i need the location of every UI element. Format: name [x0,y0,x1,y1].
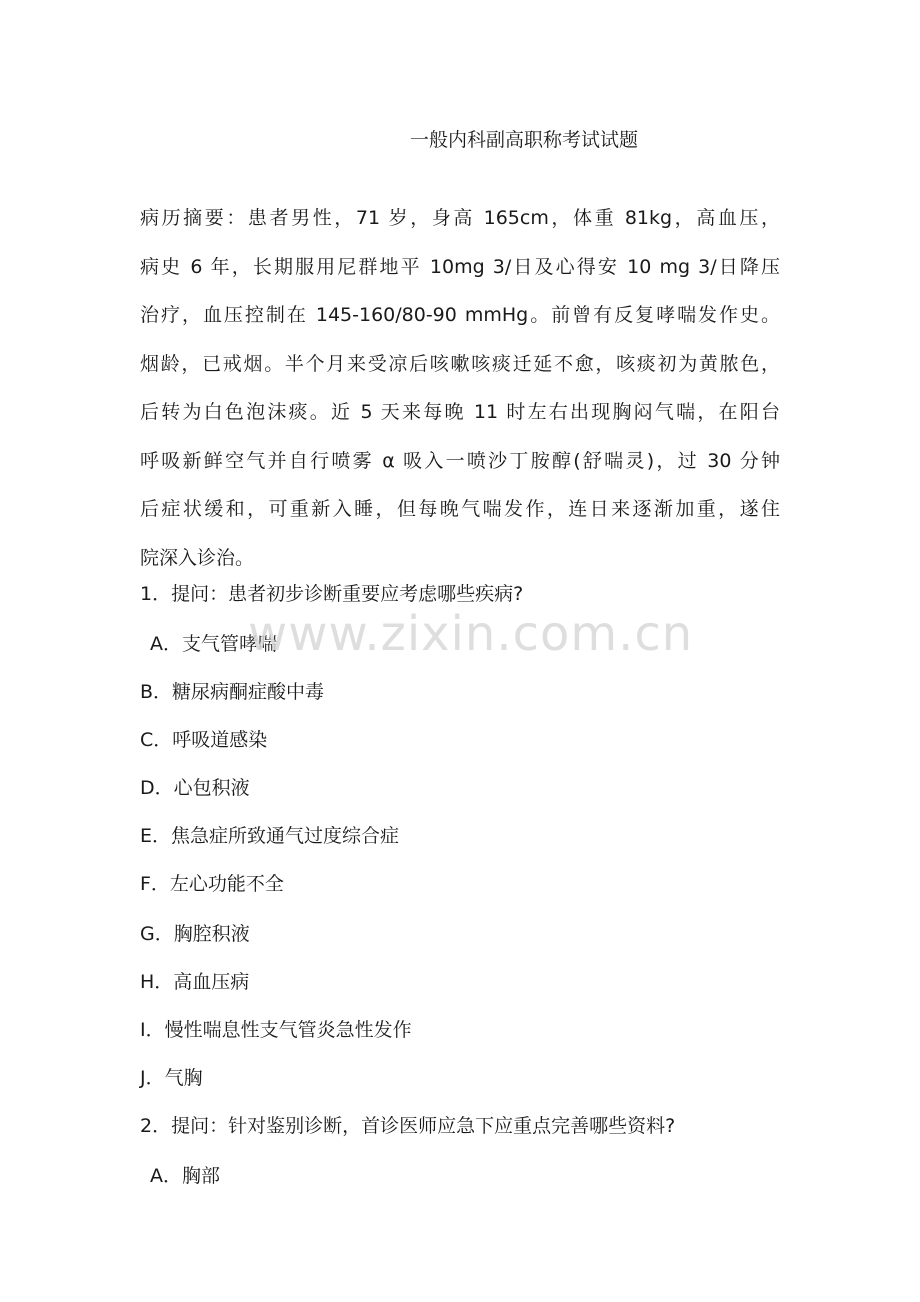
option-item: G．胸腔积液 [140,923,250,945]
case-line: 后症状缓和，可重新入睡，但每晚气喘发作，连日来逐渐加重，遂住 [140,498,780,520]
option-item: A．胸部 [150,1165,220,1187]
option-item: B．糖尿病酮症酸中毒 [140,681,325,703]
case-line: 院深入诊治。 [140,546,255,569]
case-line: 治疗，血压控制在 145-160/80-90 mmHg。前曾有反复哮喘发作史。 [140,304,780,326]
option-item: F．左心功能不全 [140,873,284,895]
option-item: J．气胸 [140,1067,203,1089]
case-line: 病历摘要：患者男性，71 岁，身高 165cm，体重 81kg，高血压， [140,207,780,229]
case-summary [140,194,780,582]
option-item: E．焦急症所致通气过度综合症 [140,825,400,847]
option-item: D．心包积液 [140,777,250,799]
page-title: 一般内科副高职称考试试题 [410,129,639,151]
case-line: 病史 6 年，长期服用尼群地平 10mg 3/日及心得安 10 mg 3/日降压 [140,255,780,278]
option-item: H．高血压病 [140,971,250,993]
option-item: A．支气管哮喘 [150,633,277,655]
option-item: I．慢性喘息性支气管炎急性发作 [140,1019,412,1041]
case-line: 烟龄，已戒烟。半个月来受凉后咳嗽咳痰迁延不愈，咳痰初为黄脓色， [140,352,780,375]
option-item: C．呼吸道感染 [140,729,268,751]
question-2: 2．提问：针对鉴别诊断，首诊医师应急下应重点完善哪些资料? [140,1115,676,1137]
case-line: 后转为白色泡沫痰。近 5 天来每晚 11 时左右出现胸闷气喘，在阳台 [140,401,780,423]
question-1: 1．提问：患者初步诊断重要应考虑哪些疾病? [140,583,524,605]
watermark: www.zixin.com.cn [248,606,694,662]
case-line: 呼吸新鲜空气并自行喷雾 α 吸入一喷沙丁胺醇(舒喘灵)，过 30 分钟 [140,449,780,472]
